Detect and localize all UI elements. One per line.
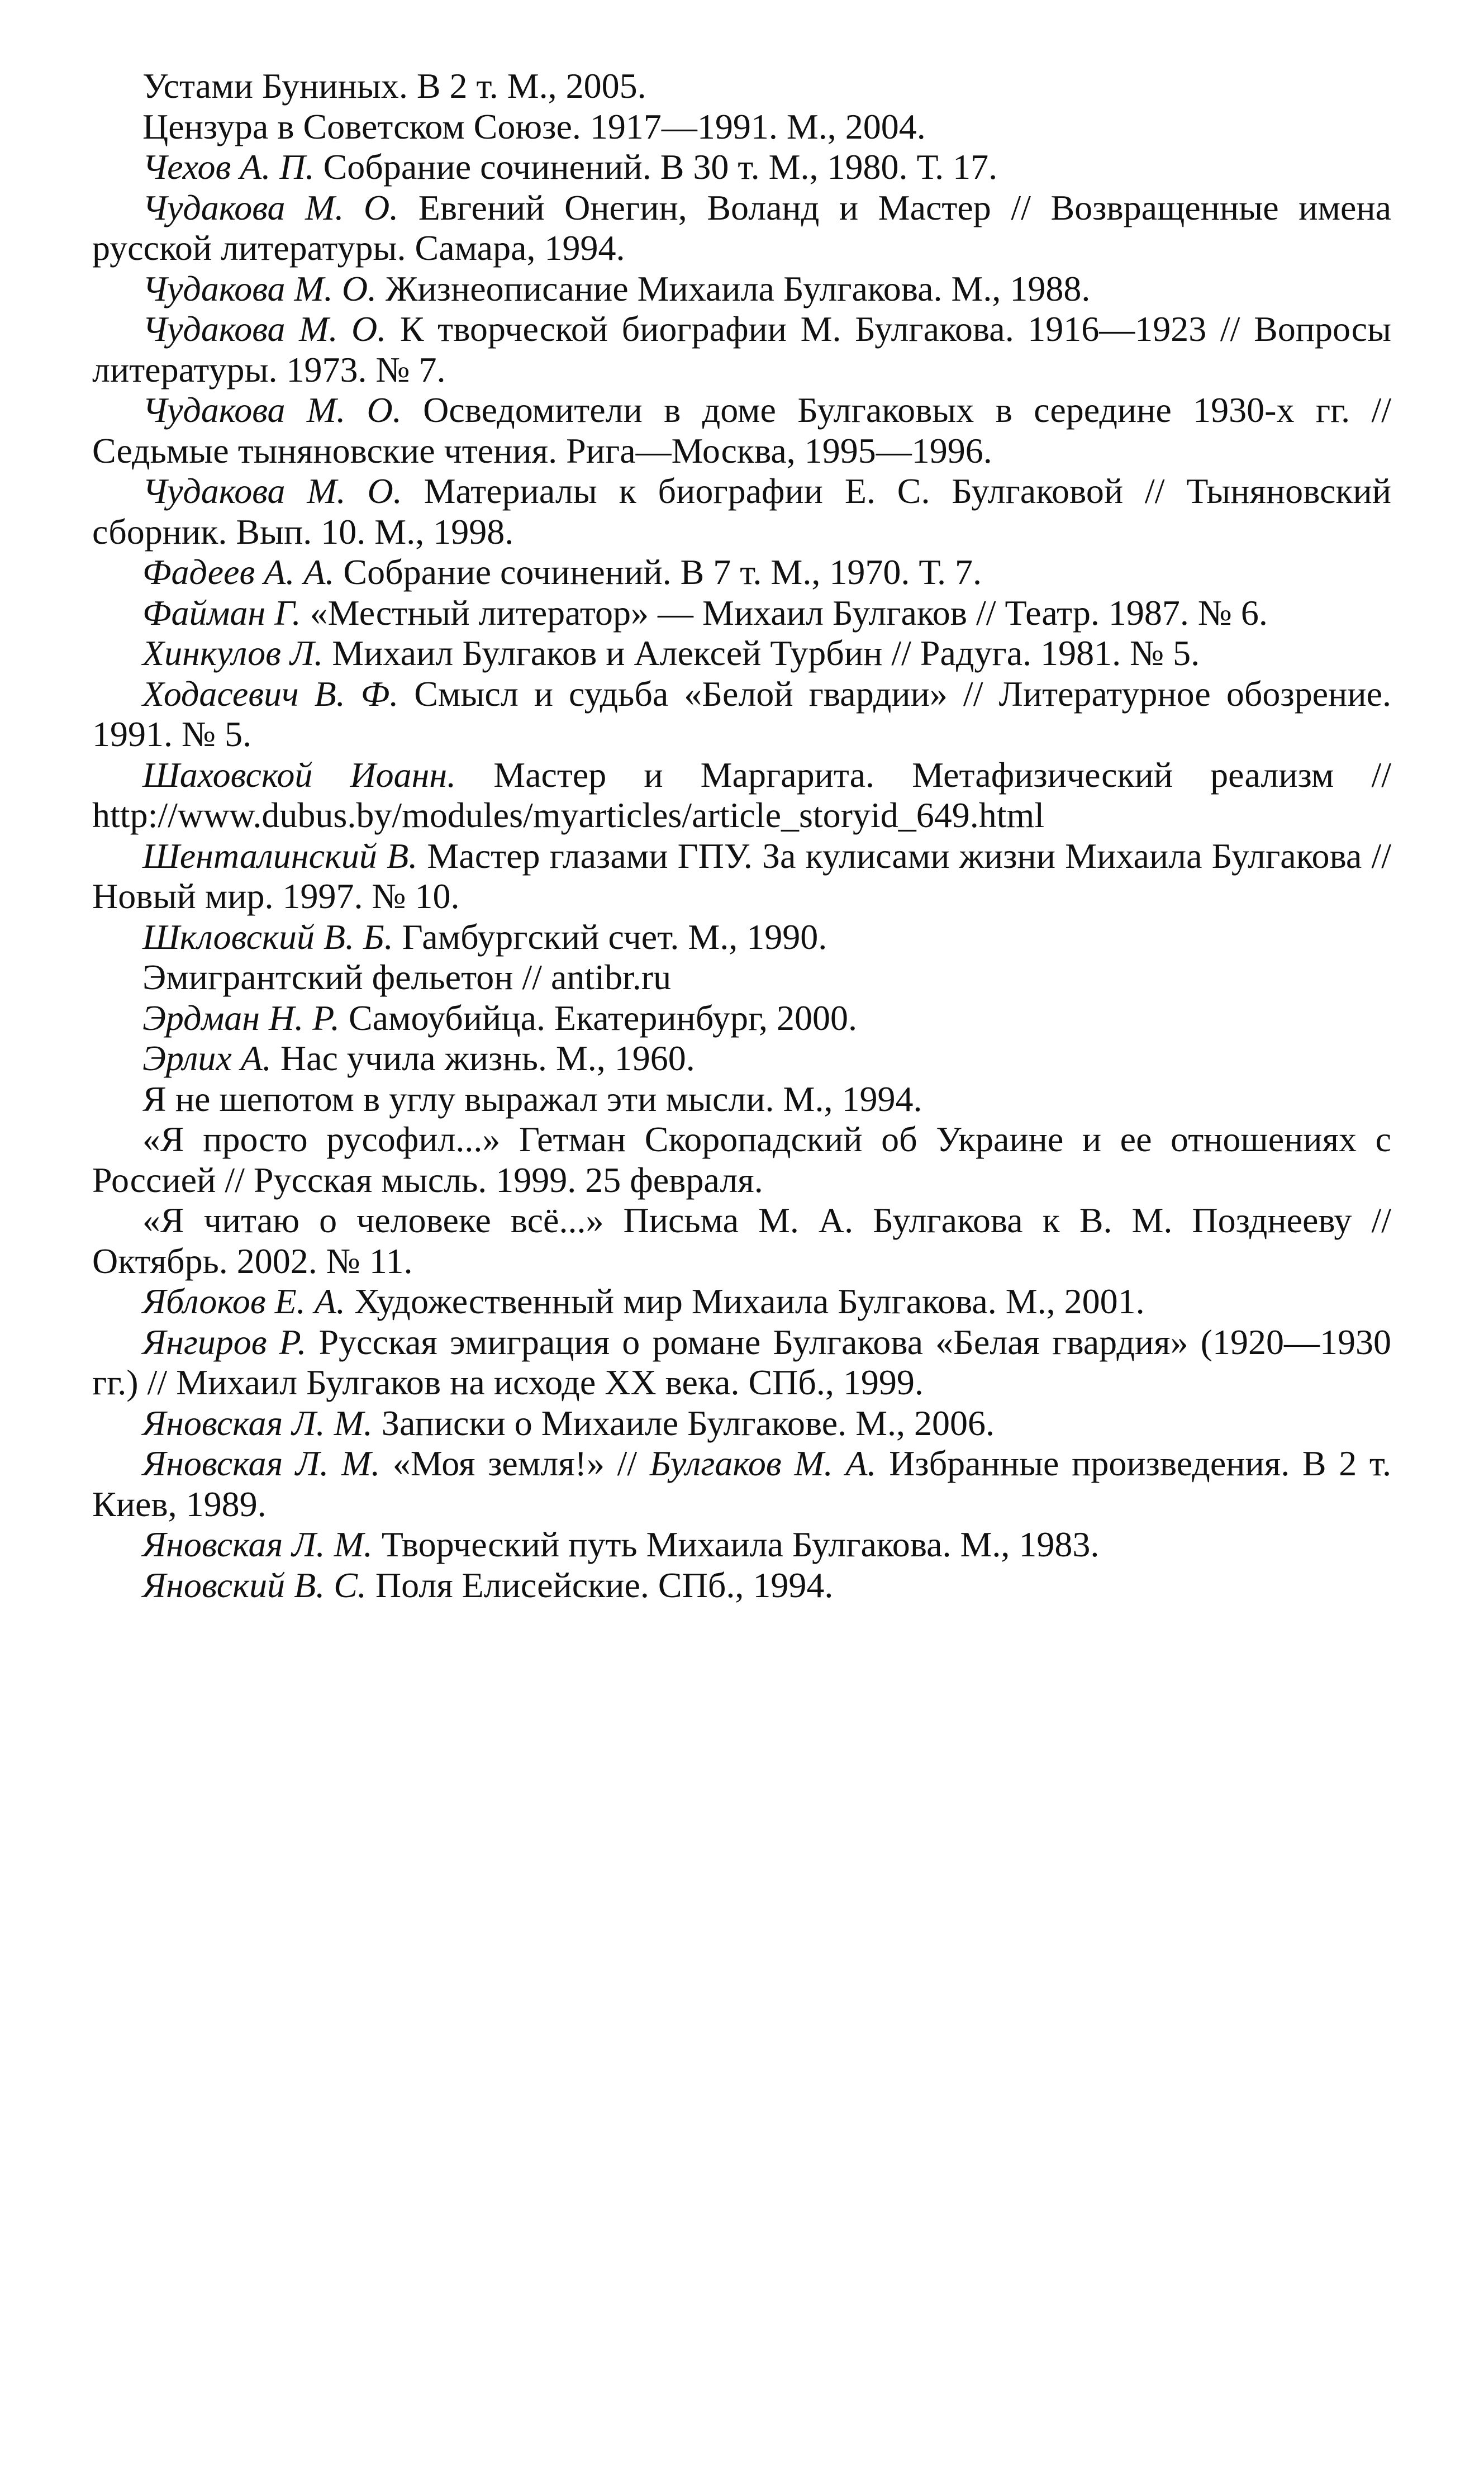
bibliography-entry	[92, 674, 1391, 755]
entry-text: Самоубийца. Екатеринбург, 2000.	[339, 998, 857, 1038]
entry-text: Мастер глазами ГПУ. За кулисами жизни Михаила Булгакова // Новый мир. 1997. № 10.	[92, 835, 1392, 916]
bibliography-entry	[92, 1200, 1391, 1281]
entry-author: Яновский В. С.	[142, 1565, 367, 1605]
entry-text: Собрание сочинений. В 30 т. М., 1980. Т. 17.	[314, 147, 998, 187]
entry-text: Русская эмиграция о романе Булгакова «Белая гвардия» (1920—1930 гг.) // Михаил Булгаков на исходе XX века. СПб., 1999.	[92, 1322, 1392, 1402]
entry-text: «Моя земля!» //	[380, 1443, 650, 1483]
bibliography-entry	[92, 147, 1391, 188]
bibliography-entry	[92, 1281, 1391, 1322]
entry-text: Евгений Онегин, Воланд и Мастер // Возвращенные имена русской литературы. Самара, 1994.	[92, 187, 1392, 268]
entry-author: Яновская Л. М.	[142, 1443, 380, 1483]
bibliography-entry	[92, 188, 1391, 269]
entry-text: Михаил Булгаков и Алексей Турбин // Радуга. 1981. № 5.	[323, 633, 1200, 673]
entry-text: Творческий путь Михаила Булгакова. М., 1983.	[372, 1524, 1100, 1564]
bibliography-entry	[92, 309, 1391, 390]
bibliography-entry	[92, 1038, 1391, 1079]
entry-text: Поля Елисейские. СПб., 1994.	[366, 1565, 834, 1605]
bibliography-entry	[92, 593, 1391, 634]
entry-author: Чудакова М. О.	[142, 390, 402, 430]
bibliography-entry	[92, 1079, 1391, 1120]
bibliography-entry	[92, 957, 1391, 998]
entry-author: Чудакова М. О.	[142, 309, 387, 349]
entry-author: Шаховской Иоанн.	[142, 754, 456, 795]
bibliography-entry	[92, 390, 1391, 471]
bibliography-entry	[92, 1119, 1391, 1200]
entry-author: Чудакова М. О.	[142, 268, 377, 308]
entry-text: «Я читаю о человеке всё...» Письма М. А. Булгакова к В. М. Позднееву // Октябрь. 2002. № 11.	[92, 1200, 1391, 1281]
entry-text: Я не шепотом в углу выражал эти мысли. М., 1994.	[142, 1079, 922, 1119]
bibliography-entry	[92, 552, 1391, 593]
bibliography-entry	[92, 471, 1391, 552]
entry-text: Устами Буниных. В 2 т. М., 2005.	[142, 66, 646, 106]
entry-author: Яновская Л. М.	[142, 1403, 373, 1443]
entry-author: Хинкулов Л.	[142, 633, 324, 673]
bibliography-entry	[92, 107, 1391, 148]
entry-author: Эрдман Н. Р.	[142, 998, 340, 1038]
entry-text: Смысл и судьба «Белой гвардии» // Литературное обозрение. 1991. № 5.	[92, 673, 1392, 754]
entry-author: Файман Г.	[142, 592, 301, 633]
entry-author-secondary: Булгаков М. А.	[649, 1443, 877, 1483]
bibliography-page	[92, 66, 1391, 1606]
entry-text: «Я просто русофил...» Гетман Скоропадский об Украине и ее отношениях с Россией // Русская мысль. 1999. 25 февраля.	[92, 1119, 1391, 1200]
bibliography-entry	[92, 836, 1391, 917]
entry-text: Собрание сочинений. В 7 т. М., 1970. Т. 7.	[334, 552, 982, 592]
bibliography-entry	[92, 917, 1391, 958]
entry-author: Шенталинский В.	[142, 835, 418, 876]
bibliography-entry	[92, 1322, 1391, 1403]
bibliography-entry	[92, 1524, 1391, 1565]
entry-text: Цензура в Советском Союзе. 1917—1991. М., 2004.	[142, 106, 926, 146]
entry-author: Чудакова М. О.	[142, 187, 399, 227]
entry-text: Материалы к биографии Е. С. Булгаковой // Тыняновский сборник. Вып. 10. М., 1998.	[92, 471, 1392, 552]
entry-text: К творческой биографии М. Булгакова. 1916—1923 // Вопросы литературы. 1973. № 7.	[92, 309, 1392, 390]
entry-text: Жизнеописание Михаила Булгакова. М., 1988.	[377, 268, 1091, 308]
entry-author: Шкловский В. Б.	[142, 916, 393, 957]
entry-text: «Местный литератор» — Михаил Булгаков // Театр. 1987. № 6.	[301, 592, 1268, 633]
entry-author: Яблоков Е. А.	[142, 1281, 345, 1321]
bibliography-entry	[92, 1443, 1391, 1524]
entry-author: Чудакова М. О.	[142, 471, 402, 511]
entry-author: Ходасевич В. Ф.	[142, 673, 399, 714]
entry-text-secondary: Избранные произведения. В 2 т. Киев, 1989.	[92, 1443, 1392, 1524]
bibliography-entry	[92, 1565, 1391, 1606]
bibliography-entry	[92, 1403, 1391, 1444]
bibliography-entry	[92, 66, 1391, 107]
bibliography-entry	[92, 269, 1391, 310]
entry-text: Мастер и Маргарита. Метафизический реализм // http://www.dubus.by/modules/myarticles/article_storyid_649.html	[92, 754, 1392, 835]
entry-text: Гамбургский счет. М., 1990.	[393, 916, 827, 957]
entry-text: Эмигрантский фельетон // antibr.ru	[142, 957, 672, 997]
entry-text: Записки о Михаиле Булгакове. М., 2006.	[372, 1403, 995, 1443]
entry-text: Художественный мир Михаила Булгакова. М., 2001.	[345, 1281, 1145, 1321]
bibliography-entry	[92, 998, 1391, 1039]
entry-author: Яновская Л. М.	[142, 1524, 373, 1564]
entry-author: Янгиров Р.	[142, 1322, 307, 1362]
entry-author: Эрлих А.	[142, 1038, 272, 1078]
entry-text: Нас учила жизнь. М., 1960.	[271, 1038, 695, 1078]
bibliography-entry	[92, 755, 1391, 836]
entry-author: Фадеев А. А.	[142, 552, 335, 592]
entry-text: Осведомители в доме Булгаковых в середине 1930-х гг. // Седьмые тыняновские чтения. Рига—Москва, 1995—1996.	[92, 390, 1391, 471]
bibliography-entry	[92, 633, 1391, 674]
entry-author: Чехов А. П.	[142, 147, 315, 187]
